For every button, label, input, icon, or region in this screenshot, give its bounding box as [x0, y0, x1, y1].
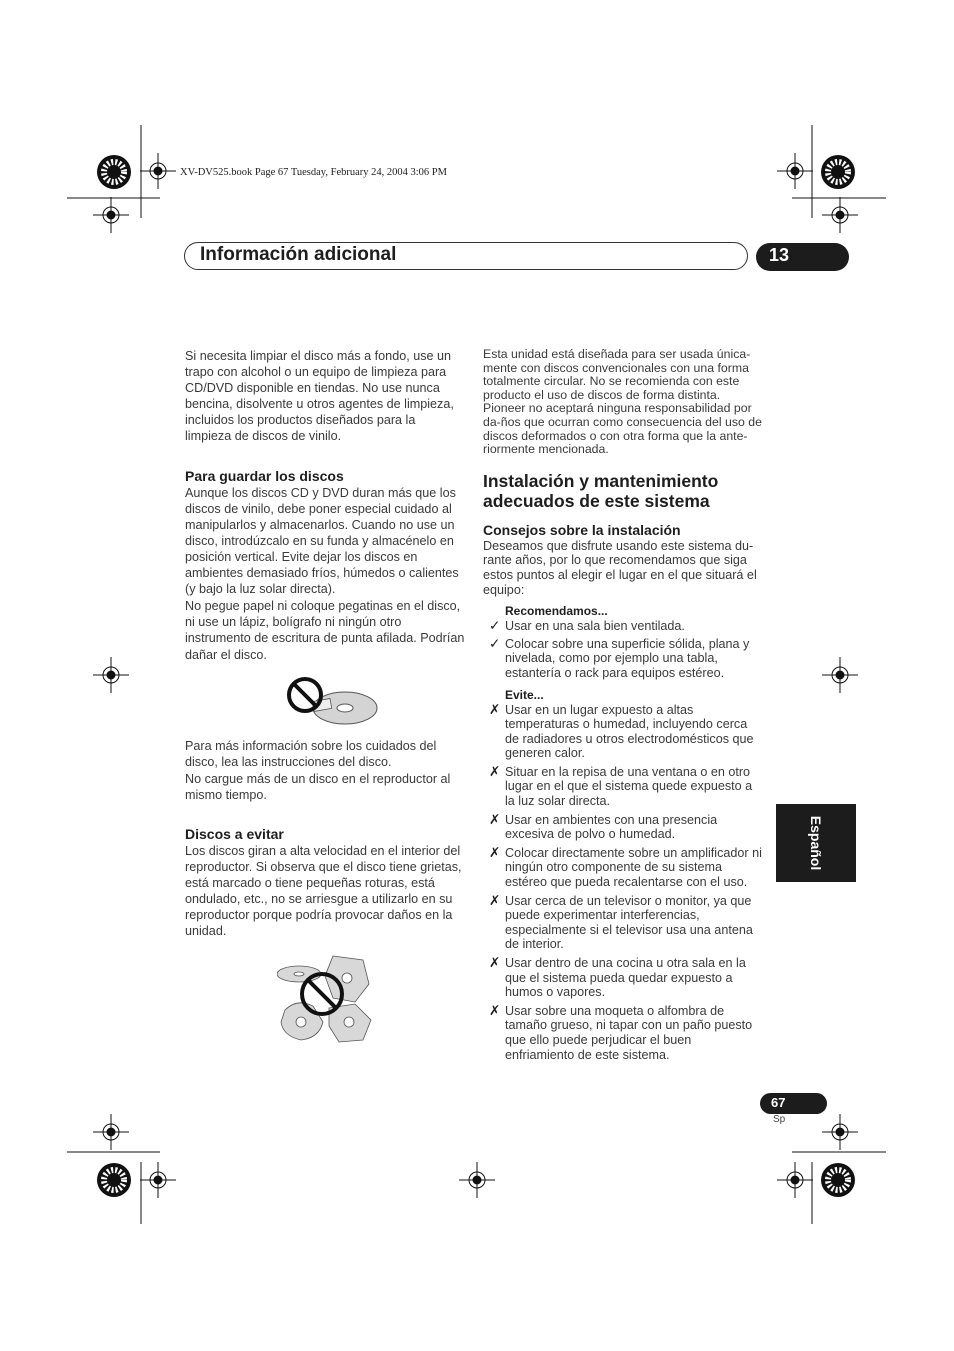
page-title: Información adicional	[200, 244, 397, 265]
avoid-discs-heading: Discos a evitar	[185, 825, 284, 842]
storage-heading: Para guardar los discos	[185, 467, 344, 484]
cross-icon: ✗	[489, 763, 501, 779]
list-item	[483, 956, 763, 1000]
page-number: 67	[771, 1095, 786, 1110]
avoid-label: Evite...	[505, 687, 544, 702]
damaged-discs-illustration	[185, 940, 465, 1050]
language-label: Español	[808, 815, 824, 871]
disc-shape-paragraph: Esta unidad está diseñada para ser usada única-mente con discos convencionales con una forma totalmente circular. No se recomienda con este producto el uso de discos de forma distinta. Pioneer no aceptará ninguna responsabilidad por da-ños que ocurran como consecuencia del uso de discos deformados o con otra forma que la ante-riormente mencionada.	[483, 347, 762, 457]
print-info-line: XV-DV525.book Page 67 Tuesday, February 24, 2004 3:06 PM	[180, 167, 447, 178]
list-item-text: Usar en un lugar expuesto a altas temperaturas o humedad, incluyendo cerca de radiadores u otros electrodomésticos que generen calor.	[505, 702, 754, 761]
list-item-text: Usar en una sala bien ventilada.	[505, 619, 685, 634]
check-icon: ✓	[489, 635, 501, 651]
list-item	[483, 894, 763, 952]
list-item	[483, 1004, 763, 1062]
chapter-number-badge	[756, 243, 849, 271]
installation-tips-heading: Consejos sobre la instalación	[483, 521, 681, 538]
section-heading: Instalación y mantenimiento adecuados de este sistema	[483, 470, 719, 511]
cross-icon: ✗	[489, 892, 501, 908]
no-sticker-illustration	[185, 663, 465, 738]
list-item	[483, 765, 763, 809]
chapter-number: 13	[769, 245, 790, 265]
cross-icon: ✗	[489, 1002, 501, 1018]
prohibited-disc-icon	[285, 673, 385, 733]
list-item-text: Usar sobre una moqueta o alfombra de tamaño grueso, ni tapar con un paño puesto que ello puede perjudicar el buen enfriamiento de este sistema.	[505, 1003, 753, 1062]
list-item	[483, 637, 763, 681]
list-item-text: Usar cerca de un televisor o monitor, ya que puede experimentar interferencias, especialmente si el televisor usa una antena de interior.	[505, 893, 753, 952]
list-item	[483, 703, 763, 761]
page-number-badge	[760, 1093, 827, 1114]
list-item	[483, 619, 763, 634]
cross-icon: ✗	[489, 844, 501, 860]
header-bar	[184, 242, 748, 270]
list-item	[483, 846, 763, 890]
list-item-text: Usar en ambientes con una presencia excesiva de polvo o humedad.	[505, 812, 718, 842]
list-item	[483, 813, 763, 842]
storage-paragraph-3: Para más información sobre los cuidados del disco, lea las instrucciones del disco.	[185, 738, 437, 769]
cross-icon: ✗	[489, 701, 501, 717]
list-item-text: Situar en la repisa de una ventana o en otro lugar en el que el sistema quede expuesto a la luz solar directa.	[505, 764, 753, 809]
storage-paragraph-4: No cargue más de un disco en el reproductor al mismo tiempo.	[185, 771, 451, 802]
storage-paragraph-2: No pegue papel ni coloque pegatinas en el disco, ni use un lápiz, bolígrafo ni ningún otro instrumento de escritura de punta afilada. Podrían dañar el disco.	[185, 599, 465, 662]
left-column	[185, 348, 465, 1050]
language-side-tab	[776, 804, 856, 882]
language-code: Sp	[773, 1114, 786, 1125]
avoid-discs-paragraph: Los discos giran a alta velocidad en el interior del reproductor. Si observa que el disco tiene grietas, está marcado o tiene pequeñas roturas, está ondulado, etc., no se arriesgue a utilizarlo en su reproductor porque podría provocar daños en la unidad.	[185, 843, 462, 939]
cross-icon: ✗	[489, 955, 501, 970]
installation-tips-intro: Deseamos que disfrute usando este sistema du-rante años, por lo que recomendamos que siga estos puntos al elegir el lugar en el que situará el equipo:	[483, 538, 757, 597]
cross-icon: ✗	[489, 811, 501, 827]
storage-paragraph-1: Aunque los discos CD y DVD duran más que los discos de vinilo, debe poner especial cuidado al manipularlos y almacenarlos. Cuando no use un disco, introdúzcalo en su funda y almacénelo en posición vertical. Evite dejar los discos en ambientes demasiado fríos, húmedos o calientes (y bajo la luz solar directa).	[185, 485, 459, 597]
cleaning-paragraph: Si necesita limpiar el disco más a fondo, use un trapo con alcohol o un equipo de limpieza para CD/DVD disponible en tiendas. No use nunca bencina, disolvente u otros agentes de limpieza, incluidos los productos diseñados para la limpieza de discos de vinilo.	[185, 349, 454, 444]
recommend-label: Recomendamos...	[505, 604, 608, 619]
right-column	[483, 348, 763, 1062]
list-item-text: Usar dentro de una cocina u otra sala en la que el sistema pueda quedar expuesto a humos o vapores.	[505, 956, 746, 1000]
prohibited-damaged-discs-icon	[277, 952, 377, 1047]
list-item-text: Colocar sobre una superficie sólida, plana y nivelada, como por ejemplo una tabla, estantería o rack para equipos estéreo.	[505, 636, 750, 680]
list-item-text: Colocar directamente sobre un amplificador ni ningún otro componente de su sistema estéreo que pueda recalentarse con el uso.	[505, 845, 762, 890]
check-icon: ✓	[489, 618, 501, 634]
